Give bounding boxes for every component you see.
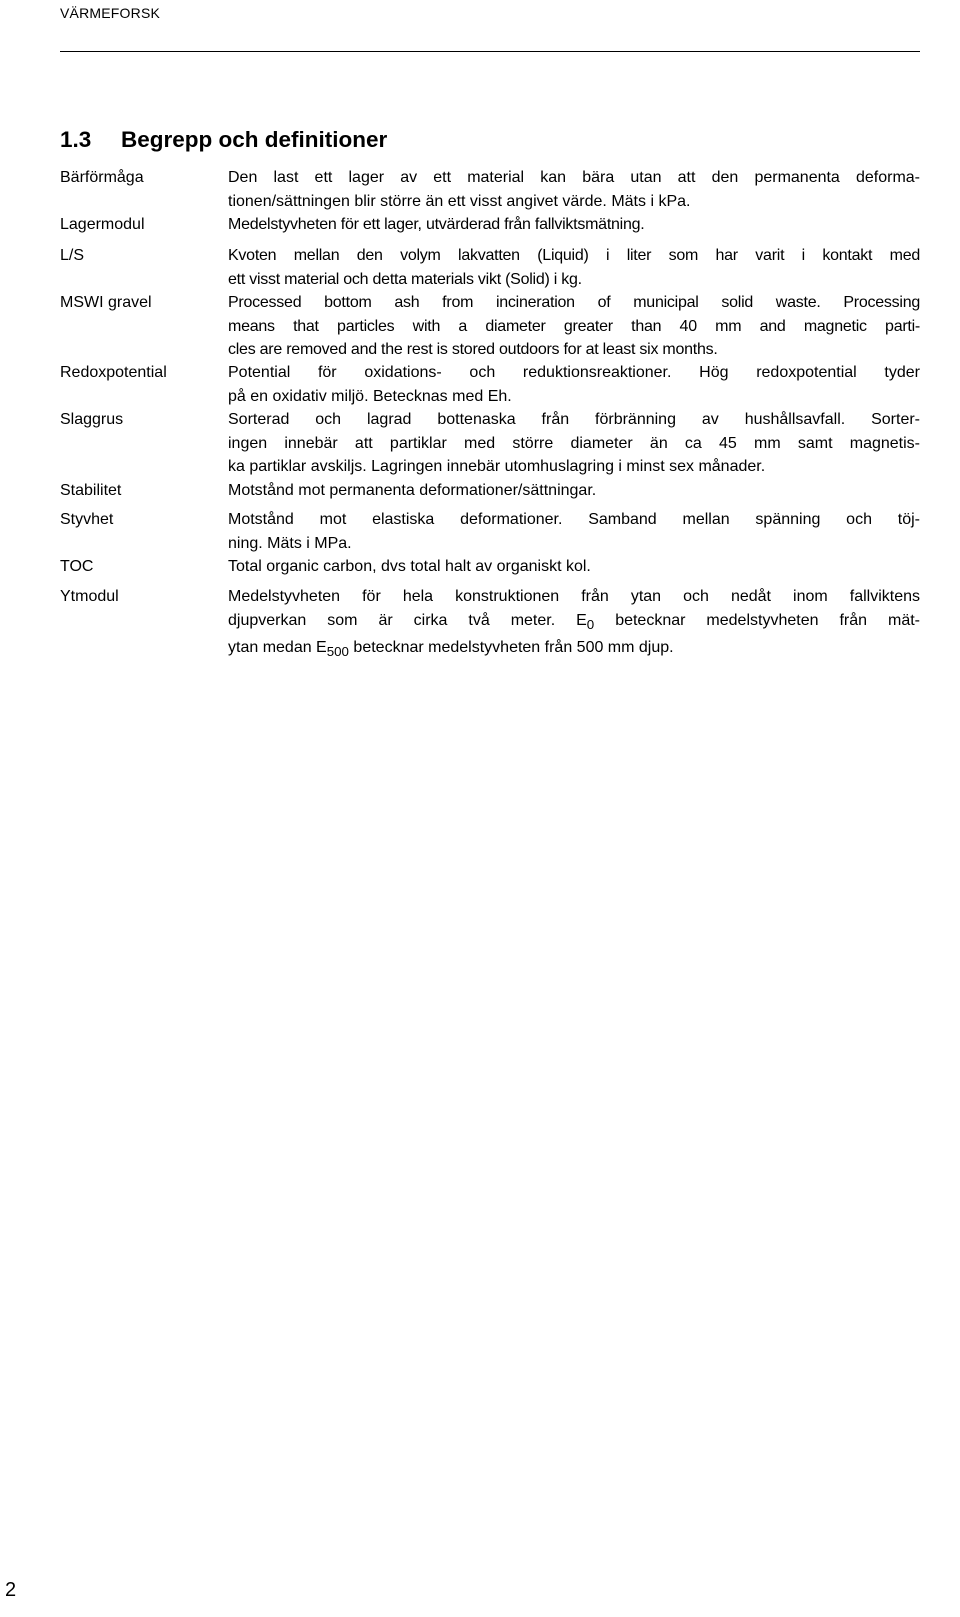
description-text: ytan medan E xyxy=(228,639,327,657)
definition-term: Styvhet xyxy=(60,511,114,528)
subscript: 500 xyxy=(326,644,349,660)
description-line: på en oxidativ miljö. Betecknas med Eh. xyxy=(228,387,512,405)
description-line: Processed bottom ash from incineration of municipal solid waste. Processing xyxy=(228,294,920,311)
section-number: 1.3 xyxy=(60,127,92,152)
definition-term: Slaggrus xyxy=(60,411,124,428)
definition-description xyxy=(228,213,920,237)
page-number: 2 xyxy=(5,1579,17,1601)
definition-description xyxy=(228,555,920,579)
description-line: Motstånd mot permanenta deformationer/sättningar. xyxy=(228,482,597,499)
definition-description xyxy=(228,244,920,291)
section-title: Begrepp och definitioner xyxy=(121,127,388,152)
description-line: ingen innebär att partiklar med större diameter än ca 45 mm samt magnetis- xyxy=(228,434,920,452)
definition-description xyxy=(228,585,920,664)
definition-description xyxy=(228,361,920,408)
definition-description xyxy=(228,508,920,555)
definition-description xyxy=(228,408,920,479)
description-line: ka partiklar avskiljs. Lagringen innebär utomhuslagring i minst sex månader. xyxy=(228,458,766,475)
section-heading xyxy=(60,127,387,153)
description-line: Medelstyvheten för ett lager, utvärderad från fallviktsmätning. xyxy=(228,216,645,233)
description-line: ett visst material och detta materials vikt (Solid) i kg. xyxy=(228,270,582,288)
definition-term: L/S xyxy=(60,247,85,264)
document-header: VÄRMEFORSK xyxy=(60,5,161,21)
definition-description xyxy=(228,166,920,213)
description-line xyxy=(228,636,920,664)
definition-term: Bärförmåga xyxy=(60,169,144,186)
subscript: 0 xyxy=(586,616,595,632)
header-rule xyxy=(60,51,920,52)
definition-term: Redoxpotential xyxy=(60,364,167,381)
definition-term: Lagermodul xyxy=(60,216,145,233)
description-line: cles are removed and the rest is stored outdoors for at least six months. xyxy=(228,341,718,358)
definition-description xyxy=(228,479,920,503)
description-line: Motstånd mot elastiska deformationer. Samband mellan spänning och töj- xyxy=(228,511,920,528)
description-line: ning. Mäts i MPa. xyxy=(228,534,352,552)
description-line xyxy=(228,609,920,637)
description-line: means that particles with a diameter greater than 40 mm and magnetic parti- xyxy=(228,317,920,335)
definition-term: TOC xyxy=(60,558,94,575)
description-text: djupverkan som är cirka två meter. E xyxy=(228,611,587,629)
description-line: Potential för oxidations- och reduktionsreaktioner. Hög redoxpotential tyder xyxy=(228,364,920,381)
description-text: betecknar medelstyvheten från mät- xyxy=(594,611,920,629)
definition-description xyxy=(228,291,920,362)
description-line: Total organic carbon, dvs total halt av organiskt kol. xyxy=(228,558,591,575)
definition-term: Stabilitet xyxy=(60,482,122,499)
description-line: Sorterad och lagrad bottenaska från förbränning av hushållsavfall. Sorter- xyxy=(228,411,920,428)
description-line: Kvoten mellan den volym lakvatten (Liquid) i liter som har varit i kontakt med xyxy=(228,247,920,264)
definition-term: MSWI gravel xyxy=(60,294,152,311)
description-text: betecknar medelstyvheten från 500 mm djup. xyxy=(348,639,674,657)
description-line: Medelstyvheten för hela konstruktionen från ytan och nedåt inom fallviktens xyxy=(228,588,920,605)
definition-term: Ytmodul xyxy=(60,588,119,605)
description-line: Den last ett lager av ett material kan bära utan att den permanenta deforma- xyxy=(228,169,920,186)
description-line: tionen/sättningen blir större än ett visst angivet värde. Mäts i kPa. xyxy=(228,192,691,210)
